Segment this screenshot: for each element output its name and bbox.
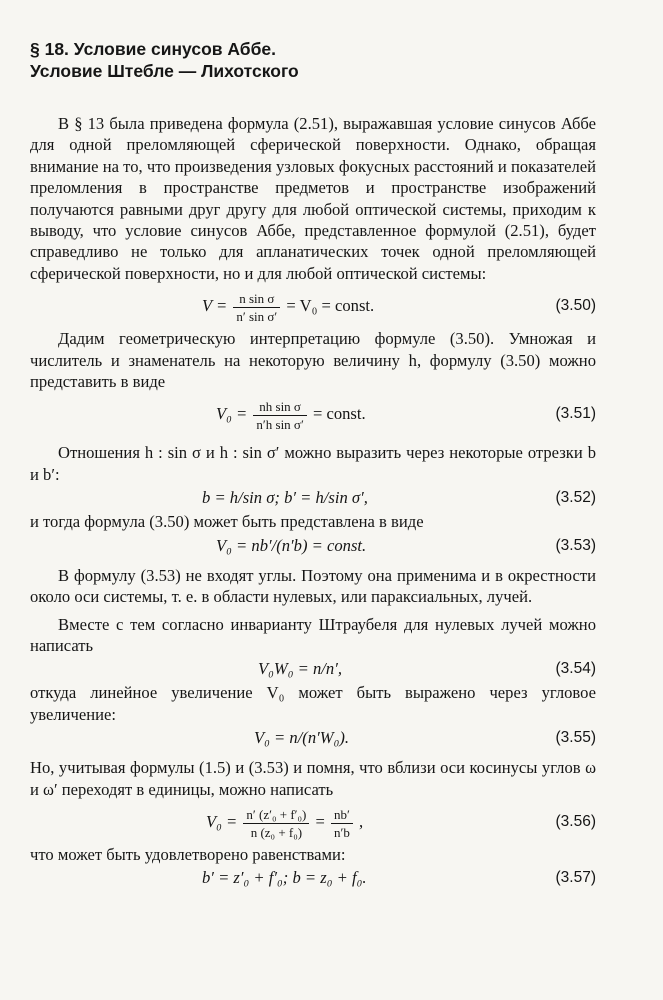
eq352-body: b = h/sin σ; b′ = h/sin σ′, [202, 488, 368, 508]
paragraph-8: Но, учитывая формулы (1.5) и (3.53) и помня, что вблизи оси косинусы углов ω и ω′ переходят в единицы, можно написать [30, 758, 596, 799]
equation-3-51 [30, 392, 596, 436]
eq355-label: (3.55) [555, 729, 596, 747]
eq350-label: (3.50) [555, 297, 596, 315]
equation-3-56 [30, 800, 596, 844]
paragraph-2: Дадим геометрическую интерпретацию формуле (3.50). Умножая и числитель и знаменатель на некоторую величину h, формулу (3.50) можно представить в виде [30, 329, 596, 392]
eq357-body: b′ = z′₀ + f′₀; b = z₀ + f₀. [202, 868, 367, 888]
paragraph-1: В § 13 была приведена формула (2.51), выражавшая условие синусов Аббе для одной преломляющей сферической поверхности. Однако, обращая внимание на то, что произведения узловых фокусных расстояний и показателей преломления в пространстве предметов и пространстве изображений получаются равными друг другу для любой оптической системы, приходим к выводу, что условие синусов Аббе, представленное формулой (2.51), будет справедливо не только для апланатических точек одной преломляющей сферической поверхности, но и для любой оптической системы: [30, 114, 596, 283]
eq354-body: V₀W₀ = n/n′, [258, 659, 342, 679]
eq356-denominator-2: n′b [334, 824, 350, 840]
heading-line-1: § 18. Условие синусов Аббе. [30, 39, 277, 59]
paragraph-6: Вместе с тем согласно инварианту Штраубеля для нулевых лучей можно написать [30, 614, 596, 655]
section-heading [30, 38, 596, 82]
eq350-lhs: V = [202, 296, 228, 316]
eq351-denominator: n′h sin σ′ [256, 417, 304, 433]
eq350-numerator: n sin σ [233, 290, 280, 308]
eq355-body: V₀ = n/(n′W₀). [254, 728, 350, 748]
eq351-rhs: = const. [312, 404, 366, 424]
paragraph-7: откуда линейное увеличение V₀ может быть выражено через угловое увеличение: [30, 683, 596, 724]
equation-3-55 [30, 725, 596, 751]
eq352-label: (3.52) [555, 489, 596, 507]
eq353-label: (3.53) [555, 536, 596, 554]
equation-3-57 [30, 865, 596, 891]
eq356-tail: , [359, 811, 364, 831]
eq351-fraction [253, 398, 306, 433]
eq353-body: V₀ = nb′/(n′b) = const. [216, 535, 367, 555]
eq356-label: (3.56) [555, 812, 596, 830]
eq350-denominator: n′ sin σ′ [236, 308, 278, 324]
heading-line-2: Условие Штебле — Лихотского [30, 61, 299, 81]
eq351-lhs: V₀ = [216, 404, 248, 424]
eq350-fraction [233, 290, 280, 325]
equation-3-54 [30, 656, 596, 682]
paragraph-5: В формулу (3.53) не входят углы. Поэтому она применима и в окрестности около оси системы, т. е. в области нулевых, или параксиальных, лучей. [30, 565, 596, 607]
eq356-numerator-1: n′ (z′₀ + f′₀) [243, 806, 309, 824]
paragraph-9: что может быть удовлетворено равенствами: [30, 844, 346, 864]
equation-3-53 [30, 533, 596, 559]
equation-3-52 [30, 485, 596, 511]
eq354-label: (3.54) [555, 660, 596, 678]
eq356-fraction-1 [243, 806, 309, 841]
eq356-equals: = [315, 811, 325, 831]
paragraph-4: и тогда формула (3.50) может быть представлена в виде [30, 512, 424, 532]
eq356-denominator-1: n (z₀ + f₀) [250, 824, 303, 840]
eq351-label: (3.51) [555, 405, 596, 423]
eq357-label: (3.57) [555, 869, 596, 887]
eq356-fraction-2 [331, 806, 353, 841]
equation-3-50 [30, 284, 596, 328]
eq356-lhs: V₀ = [206, 811, 238, 831]
paragraph-3: Отношения h : sin σ и h : sin σ′ можно выразить через некоторые отрезки b и b′: [30, 443, 596, 484]
eq356-numerator-2: nb′ [331, 806, 353, 824]
eq351-numerator: nh sin σ [253, 398, 306, 416]
page [30, 38, 596, 891]
eq350-rhs: = V₀ = const. [286, 296, 375, 316]
